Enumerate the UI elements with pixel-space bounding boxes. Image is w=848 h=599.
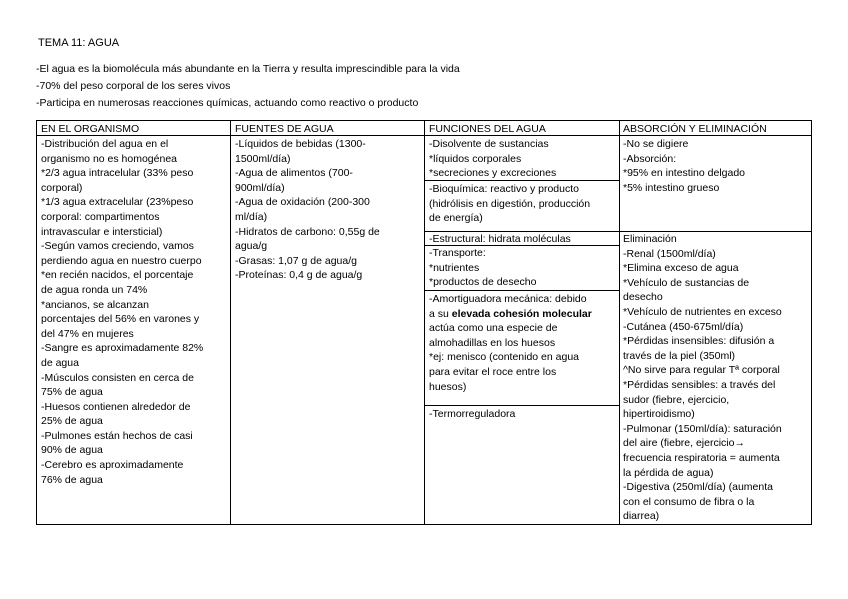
intro-line-3: -Participa en numerosas reacciones químicas, actuando como reactivo o producto [36,97,419,109]
funcion-bioquimica: -Bioquímica: reactivo y producto (hidrólisis en digestión, producción de energía) [429,183,591,225]
funcion-termorreguladora: -Termorreguladora [429,408,516,420]
funcion-disolvente: -Disolvente de sustancias *líquidos corporales *secreciones y excreciones [429,138,557,180]
funcion-estructural: -Estructural: hidrata moléculas [429,233,571,245]
fuentes-cell: -Líquidos de bebidas (1300- 1500ml/día) -Agua de alimentos (700- 900ml/día) -Agua de oxidación (200-300 ml/día) -Hidratos de carbono: 0,55g de agua/g -Grasas: 1,07 g de agua/g -Proteínas: 0,4 g de agua/g [235,138,380,282]
header-funciones: FUNCIONES DEL AGUA [429,123,546,135]
eliminacion-cell: Eliminación -Renal (1500ml/día) *Elimina exceso de agua *Vehículo de sustancias de desecho *Vehículo de nutrientes en exceso -Cutánea (450-675ml/día) *Pérdidas insensibles: difusión a través de la piel (350ml) ^No sirve para regular Tª corporal *Pérdidas sensibles: a través del sudor (fiebre, ejercicio, hipertiroidismo) -Pulmonar (150ml/día): saturación del aire (fiebre, ejercicio→ frecuencia respiratoria = aumenta la pérdida de agua) -Digestiva (250ml/día) (aumenta con el consumo de fibra o la diarrea) [623,233,782,523]
funcion-transporte: -Transporte: *nutrientes *productos de desecho [429,247,537,289]
column-divider [619,121,620,524]
amortiguadora-text-end: actúa como una especie de almohadillas en los huesos *ej: menisco (contenido en agua para evitar el roce entre los huesos) [429,322,580,393]
row-divider [424,405,619,406]
funcion-amortiguadora [429,292,618,394]
column-divider [424,121,425,524]
document-title: TEMA 11: AGUA [38,37,120,49]
intro-line-1: -El agua es la biomolécula más abundante en la Tierra y resulta imprescindible para la vida [36,63,460,75]
column-divider [230,121,231,524]
organismo-cell: -Distribución del agua en el organismo no es homogénea *2/3 agua intracelular (33% peso corporal) *1/3 agua extracelular (23%peso corporal: compartimentos intravascular e intersticial) -Según vamos creciendo, vamos perdiendo agua en nuestro cuerpo *en recién nacidos, el porcentaje de agua ronda un 74% *ancianos, se alcanzan porcentajes del 56% en varones y del 47% en mujeres -Sangre es aproximadamente 82% de agua -Músculos consisten en cerca de 75% de agua -Huesos contienen alrededor de 25% de agua -Pulmones están hechos de casi 90% de agua -Cerebro es aproximadamente 76% de agua [41,138,204,486]
header-organismo: EN EL ORGANISMO [41,123,140,135]
row-divider [424,290,619,291]
content-table [36,120,812,525]
amortiguadora-bold: elevada cohesión molecular [451,307,592,320]
absorcion-cell: -No se digiere -Absorción: *95% en intestino delgado *5% intestino grueso [623,138,746,194]
header-fuentes: FUENTES DE AGUA [235,123,334,135]
intro-line-2: -70% del peso corporal de los seres vivos [36,80,231,92]
amortiguadora-text: -Amortiguadora mecánica: debido a su [429,293,587,320]
header-absorcion: ABSORCIÓN Y ELIMINACIÓN [623,123,767,135]
